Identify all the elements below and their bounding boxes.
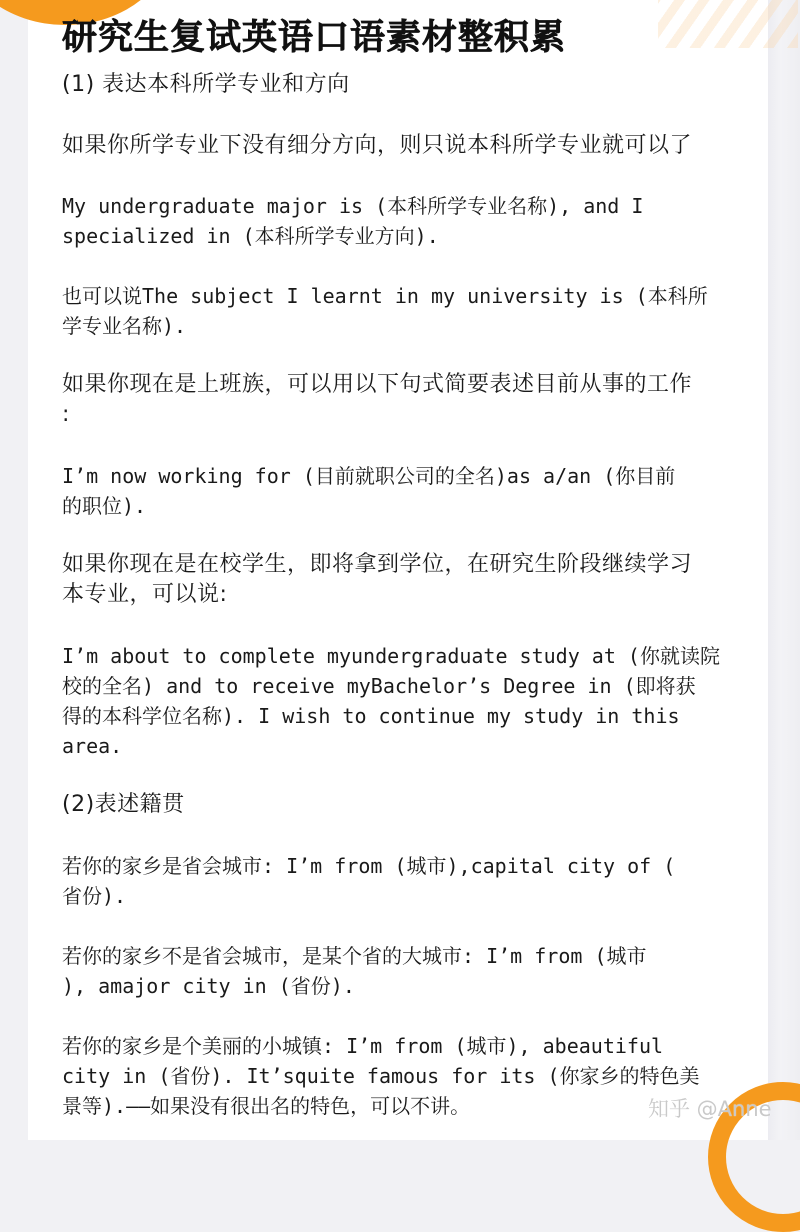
stripe-pattern-decoration — [658, 0, 798, 48]
section1-heading: (1) 表达本科所学专业和方向 — [62, 72, 350, 97]
example-student-line-2: 校的全名) and to receive myBachelor’s Degree in (即将获 — [62, 674, 696, 698]
big-city-line-1: 若你的家乡不是省会城市，是某个省的大城市: I’m from (城市 — [62, 944, 647, 968]
small-town-line-3: 景等).——如果没有很出名的特色，可以不讲。 — [62, 1094, 471, 1118]
small-town-line-2: city in (省份). It’squite famous for its (你家乡的特色美 — [62, 1064, 700, 1088]
note-student-line-1: 如果你现在是在校学生，即将拿到学位，在研究生阶段继续学习 — [62, 552, 693, 577]
example-major-line-2: specialized in (本科所学专业方向). — [62, 224, 439, 248]
alt-phrase-line-2: 学专业名称). — [62, 314, 187, 338]
big-city-line-2: ), amajor city in (省份). — [62, 974, 355, 998]
capital-city-line-1: 若你的家乡是省会城市: I’m from (城市),capital city of ( — [62, 854, 676, 878]
note-worker-line-2: : — [62, 402, 70, 427]
example-student-line-1: I’m about to complete myundergraduate study at (你就读院 — [62, 644, 720, 668]
example-worker-line-2: 的职位). — [62, 494, 147, 518]
zhihu-watermark: 知乎 @Anne — [648, 1097, 772, 1121]
note-worker-line-1: 如果你现在是上班族，可以用以下句式简要表述目前从事的工作 — [62, 372, 693, 397]
example-major-line-1: My undergraduate major is (本科所学专业名称), and I — [62, 194, 644, 218]
section2-heading: (2)表述籍贯 — [62, 792, 185, 817]
alt-phrase-line-1: 也可以说The subject I learnt in my university is (本科所 — [62, 284, 708, 308]
example-worker-line-1: I’m now working for (目前就职公司的全名)as a/an (你目前 — [62, 464, 676, 488]
note-no-direction: 如果你所学专业下没有细分方向，则只说本科所学专业就可以了 — [62, 133, 693, 158]
note-student-line-2: 本专业，可以说: — [62, 582, 228, 607]
example-student-line-4: area. — [62, 734, 123, 758]
example-student-line-3: 得的本科学位名称). I wish to continue my study in this — [62, 704, 680, 728]
small-town-line-1: 若你的家乡是个美丽的小城镇: I’m from (城市), abeautiful — [62, 1034, 664, 1058]
page-title: 研究生复试英语口语素材整积累 — [62, 18, 567, 58]
page-side-background — [768, 0, 800, 1140]
capital-city-line-2: 省份). — [62, 884, 127, 908]
